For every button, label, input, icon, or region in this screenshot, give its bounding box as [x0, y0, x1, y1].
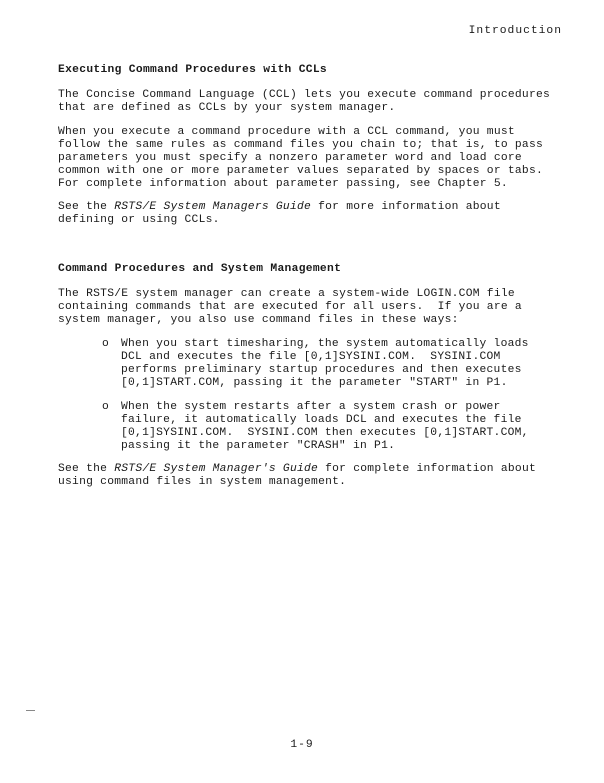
section-heading-ccl: Executing Command Procedures with CCLs: [58, 64, 328, 76]
bullet-mark: o: [102, 401, 109, 413]
paragraph-system-manager: The RSTS/E system manager can create a system-wide LOGIN.COM file containing commands that are executed for all users. If you are a system manager, you also use command files in these ways:: [58, 288, 522, 326]
running-header: Introduction: [468, 25, 562, 37]
bullet-text-timesharing: When you start timesharing, the system automatically loads DCL and executes the file [0,1]SYSINI.COM. SYSINI.COM performs preliminary startup procedures and then executes [0,1]START.COM, passing it the parameter "START" in P1.: [121, 338, 529, 389]
bullet-mark: o: [102, 338, 109, 350]
paragraph-ccl-intro: The Concise Command Language (CCL) lets you execute command procedures that are defined as CCLs by your system manager.: [58, 89, 551, 114]
text-see-the: See the: [58, 463, 115, 475]
page-number: 1-9: [290, 739, 314, 751]
paragraph-ccl-reference: [58, 201, 568, 227]
text-see-the: See the: [58, 201, 115, 213]
section-heading-system-management: Command Procedures and System Management: [58, 263, 342, 275]
paragraph-ccl-rules: When you execute a command procedure with a CCL command, you must follow the same rules as command files you chain to; that is, to pass parameters you must specify a nonzero parameter word and load core common with one or more parameter values separated by spaces or tabs. For complete information about parameter passing, see Chapter 5.: [58, 126, 544, 190]
paragraph-system-manager-reference: [58, 463, 568, 489]
book-title-italic: RSTS/E System Managers Guide: [114, 201, 312, 213]
bullet-text-restart: When the system restarts after a system crash or power failure, it automatically loads DCL and executes the file [0,1]SYSINI.COM. SYSINI.COM then executes [0,1]START.COM, passing it the parameter "CRASH" in P1.: [121, 401, 529, 452]
book-title-italic: RSTS/E System Manager's Guide: [114, 463, 319, 475]
text-reference-rest: for complete information about using command files in system management.: [58, 463, 537, 488]
margin-mark: [26, 710, 35, 711]
text-reference-rest: for more information about defining or using CCLs.: [58, 201, 501, 226]
